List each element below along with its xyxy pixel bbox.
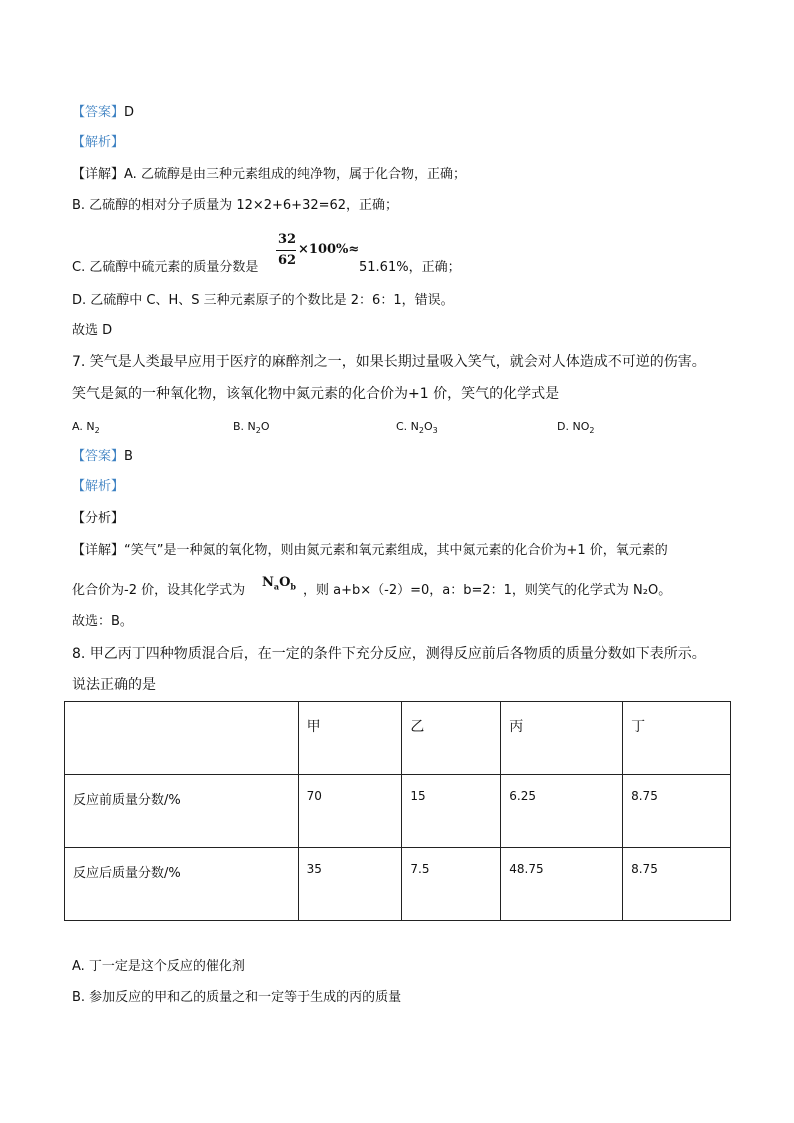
- table-header-cell: [65, 702, 299, 775]
- detail-text-2: “笑气”是一种氮的氧化物，则由氮元素和氧元素组成，其中氮元素的化合价为+1 价，氧元素的: [124, 543, 668, 558]
- detail-text-a: A. 乙硫醇是由三种元素组成的纯净物，属于化合物，正确；: [124, 167, 466, 182]
- choose-line-1: 故选 D: [72, 323, 113, 338]
- formula-na-ob: $N_aO_b$: [262, 575, 296, 592]
- analysis-sub-heading: 【分析】: [72, 511, 125, 526]
- answer-value: D: [124, 105, 135, 120]
- option-7c: C. $N_2O_3$: [396, 420, 438, 436]
- fraction-numerator: 32: [278, 232, 297, 247]
- table-header-cell: 乙: [402, 702, 501, 775]
- fraction-multiplier: ×100%≈: [298, 242, 360, 257]
- table-cell: 8.75: [623, 775, 731, 848]
- question-8-line-2: 说法正确的是: [72, 677, 156, 693]
- table-cell: 35: [298, 848, 402, 921]
- table-cell: 70: [298, 775, 402, 848]
- question-7-line-2: 笑气是氮的一种氧化物，该氧化物中氮元素的化合价为+1 价，笑气的化学式是: [72, 386, 560, 402]
- answer-value-2: B: [124, 449, 133, 464]
- table-cell: 反应前质量分数/%: [65, 775, 299, 848]
- table-header-cell: 甲: [298, 702, 402, 775]
- detail-line-a: [72, 167, 466, 183]
- table-cell: 6.25: [501, 775, 623, 848]
- option-8a: A. 丁一定是这个反应的催化剂: [72, 959, 245, 974]
- answer-line-1: [72, 105, 134, 121]
- table-cell: 7.5: [402, 848, 501, 921]
- fraction-denominator: 62: [278, 253, 297, 268]
- analysis-heading-1: 【解析】: [72, 135, 125, 150]
- answer-line-2: [72, 449, 133, 465]
- detail-line-b: B. 乙硫醇的相对分子质量为 12×2+6+32=62，正确；: [72, 198, 399, 213]
- answer-tag: 【答案】: [72, 105, 125, 120]
- detail-tag-2: 【详解】: [72, 543, 125, 558]
- option-7d: D. $NO_2$: [557, 420, 595, 436]
- table-header-cell: 丙: [501, 702, 623, 775]
- table-cell: 15: [402, 775, 501, 848]
- choose-line-2: 故选：B。: [72, 614, 133, 629]
- table-cell: 反应后质量分数/%: [65, 848, 299, 921]
- detail-line-2b-prefix: 化合价为-2 价，设其化学式为: [72, 583, 246, 598]
- table-cell: 48.75: [501, 848, 623, 921]
- detail-line-d: D. 乙硫醇中 C、H、S 三种元素原子的个数比是 2：6：1，错误。: [72, 293, 454, 308]
- table-row: [65, 848, 731, 921]
- option-7b: B. $N_2O$: [233, 420, 270, 436]
- detail-line-c-suffix: 51.61%，正确；: [359, 260, 461, 275]
- question-8-line-1: 8. 甲乙丙丁四种物质混合后，在一定的条件下充分反应，测得反应前后各物质的质量分数如下表所示。: [72, 646, 706, 662]
- table-cell: 8.75: [623, 848, 731, 921]
- detail-line-c-prefix: C. 乙硫醇中硫元素的质量分数是: [72, 260, 259, 275]
- analysis-heading-2: 【解析】: [72, 479, 125, 494]
- option-8b: B. 参加反应的甲和乙的质量之和一定等于生成的丙的质量: [72, 990, 402, 1005]
- detail-line-2b-suffix: ，则 a+b×（-2）=0，a：b=2：1，则笑气的化学式为 N₂O。: [303, 583, 672, 598]
- option-7a: A. $N_2$: [72, 420, 100, 436]
- detail-line-2: [72, 543, 668, 559]
- table-row: [65, 775, 731, 848]
- mass-fraction-table: [64, 701, 731, 921]
- answer-tag-2: 【答案】: [72, 449, 125, 464]
- fraction-bar: [276, 250, 296, 251]
- table-header-row: [65, 702, 731, 775]
- fraction-formula: [276, 232, 358, 272]
- question-7-line-1: 7. 笑气是人类最早应用于医疗的麻醉剂之一，如果长期过量吸入笑气，就会对人体造成不可逆的伤害。: [72, 354, 706, 370]
- detail-tag: 【详解】: [72, 167, 125, 182]
- table-header-cell: 丁: [623, 702, 731, 775]
